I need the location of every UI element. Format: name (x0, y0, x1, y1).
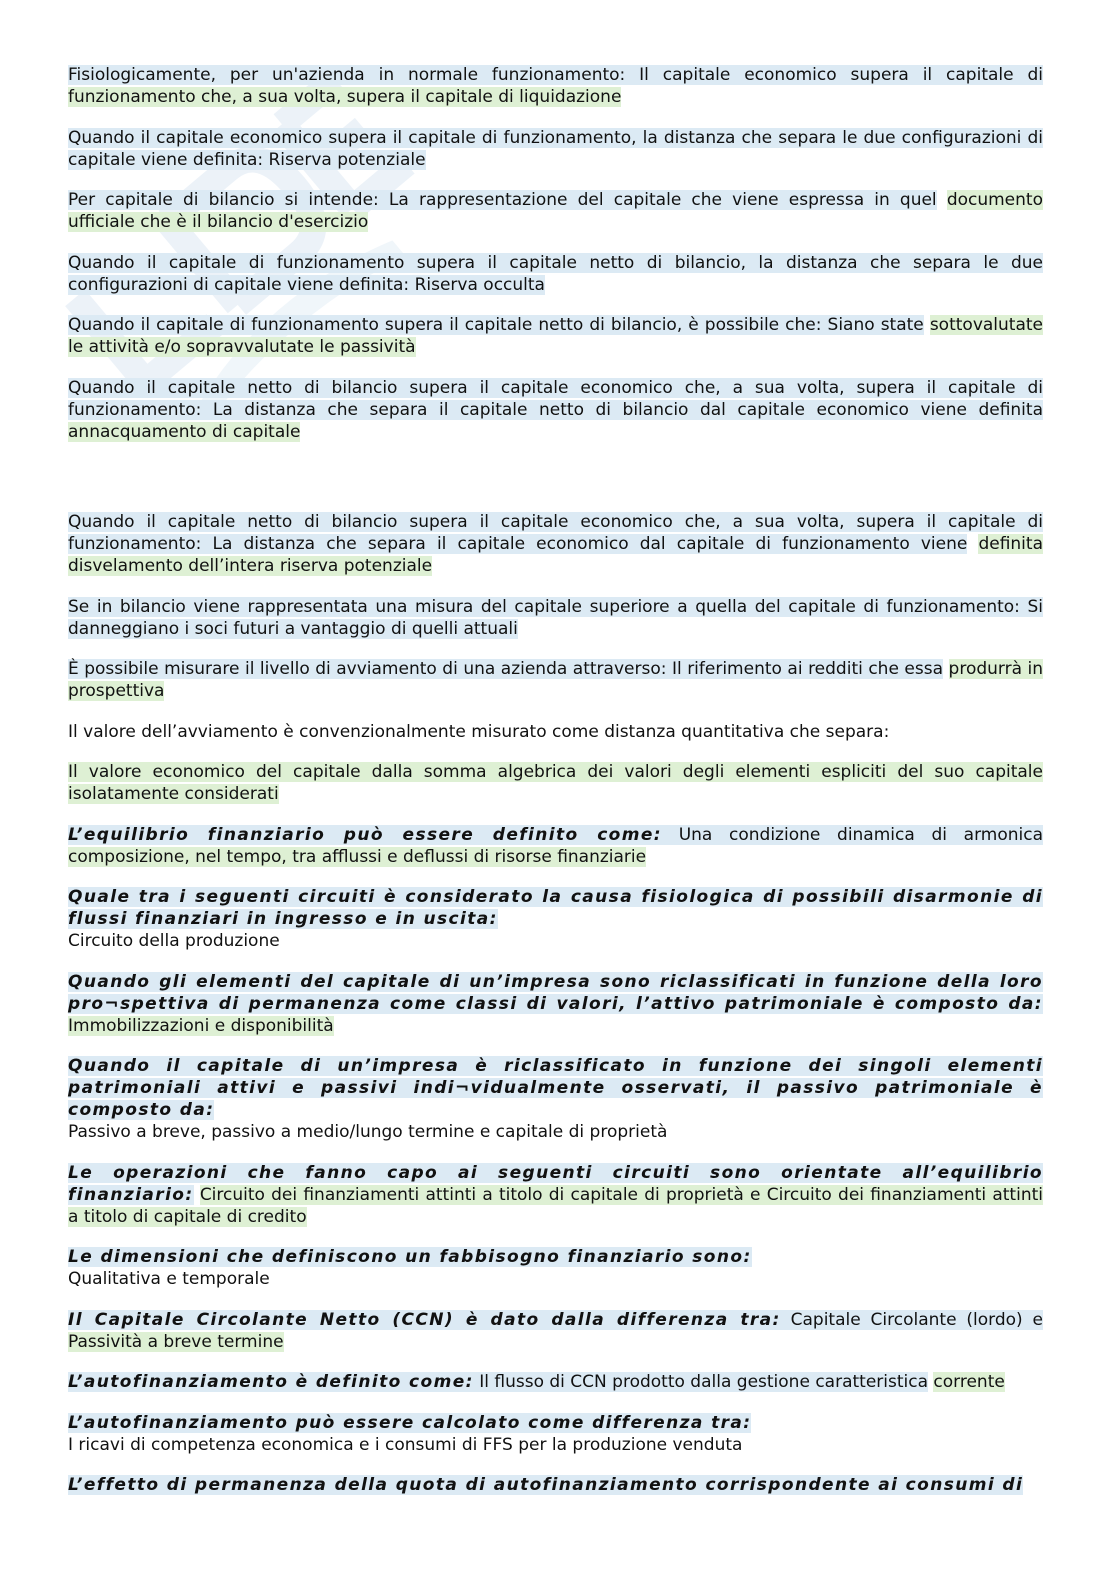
question-text: Quando il capitale netto di bilancio supera il capitale economico che, a sua volta, supera il capitale di funzionamento: La distanza che separa il capitale economico dal capitale di funzionamento viene (68, 512, 1043, 554)
question-italic: Quando gli elementi del capitale di un’impresa sono riclassificati in funzione della loro pro¬spettiva di permanenza come classi di valori, l’attivo patrimoniale è composto da: (68, 971, 1043, 1014)
paragraph-21 (68, 1474, 1043, 1496)
question-italic: Quando il capitale di un’impresa è riclassificato in funzione dei singoli elementi patrimoniali attivi e passivi indi¬vidualmente osservati, il passivo patrimoniale è composto da: (68, 1056, 1043, 1120)
paragraph-12 (68, 824, 1043, 868)
question-text: Una condizione dinamica di armonica (662, 824, 1043, 845)
blank-gap (68, 461, 1043, 511)
question-text: È possibile misurare il livello di avviamento di una azienda attraverso: Il riferimento ai redditi che essa (68, 659, 944, 679)
question-italic: L’autofinanziamento è definito come: (68, 1372, 474, 1392)
question-text: Per capitale di bilancio si intende: La rappresentazione del capitale che viene espressa in quel (68, 190, 937, 210)
answer-text: Il valore economico del capitale dalla somma algebrica dei valori degli elementi espliciti del suo capitale isolatamente considerati (68, 762, 1043, 804)
question-text: Se in bilancio viene rappresentata una misura del capitale superiore a quella del capitale di funzionamento: Si danneggiano i soci futuri a vantaggio di quelli attuali (68, 596, 1043, 639)
question-italic: L’autofinanziamento può essere calcolato come differenza tra: (68, 1412, 752, 1433)
paragraph-6 (68, 377, 1043, 443)
answer-text: Immobilizzazioni e disponibilità (68, 1015, 334, 1036)
answer-text: Passività a breve termine (68, 1331, 284, 1352)
plain-text: Passivo a breve, passivo a medio/lungo termine e capitale di proprietà (68, 1122, 668, 1142)
answer-text: composizione, nel tempo, tra afflussi e deflussi di risorse finanziarie (68, 846, 647, 867)
paragraph-18 (68, 1309, 1043, 1353)
paragraph-15 (68, 1055, 1043, 1143)
question-text: Quando il capitale di funzionamento supera il capitale netto di bilancio, è possibile che: Siano state (68, 315, 924, 335)
plain-text: Il valore dell’avviamento è convenzionalmente misurato come distanza quantitativa che separa: (68, 721, 890, 742)
paragraph-9 (68, 658, 1043, 702)
answer-text: documento ufficiale che è il bilancio d'esercizio (68, 190, 1043, 232)
question-text: Quando il capitale economico supera il capitale di funzionamento, la distanza che separa le due configurazioni di capitale viene definita: Riserva potenziale (68, 127, 1043, 170)
question-italic: L’equilibrio finanziario può essere definito come: (68, 824, 663, 845)
paragraph-10 (68, 721, 1043, 743)
answer-text: produrrà in prospettiva (68, 659, 1044, 701)
paragraph-13 (68, 886, 1043, 952)
question-text: Quando il capitale netto di bilancio supera il capitale economico che, a sua volta, supera il capitale di funzionamento: La distanza che separa il capitale netto di bilancio dal capitale economico viene definita (68, 377, 1043, 420)
paragraph-14 (68, 971, 1043, 1037)
paragraph-5 (68, 314, 1043, 358)
answer-text: Circuito dei finanziamenti attinti a titolo di capitale di proprietà e Circuito dei finanziamenti attinti a titolo di capitale di credito (68, 1184, 1043, 1227)
question-italic: Quale tra i seguenti circuiti è considerato la causa fisiologica di possibili disarmonie di flussi finanziari in ingresso e in uscita: (68, 887, 1043, 929)
paragraph-8 (68, 596, 1043, 640)
answer-text: corrente (933, 1372, 1005, 1392)
question-italic: L’effetto di permanenza della quota di autofinanziamento corrispondente ai consumi di (68, 1475, 1024, 1495)
question-text: Il flusso di CCN prodotto dalla gestione caratteristica (473, 1372, 928, 1392)
paragraph-4 (68, 252, 1043, 296)
paragraph-7 (68, 511, 1043, 577)
question-italic: Le dimensioni che definiscono un fabbisogno finanziario sono: (68, 1247, 752, 1267)
answer-text: definita disvelamento dell’intera riserva potenziale (68, 534, 1043, 576)
paragraph-3 (68, 189, 1043, 233)
paragraph-16 (68, 1162, 1043, 1228)
question-italic: Le operazioni che fanno capo ai seguenti circuiti sono orientate all’equilibrio finanziario: (68, 1162, 1043, 1205)
paragraph-2 (68, 127, 1043, 171)
question-italic: Il Capitale Circolante Netto (CCN) è dato dalla differenza tra: (68, 1309, 781, 1330)
paragraph-17 (68, 1246, 1043, 1290)
plain-text: Qualitativa e temporale (68, 1269, 270, 1289)
answer-text: funzionamento che, a sua volta, supera il capitale di liquidazione (68, 87, 622, 107)
plain-text: Circuito della produzione (68, 931, 280, 951)
paragraph-19 (68, 1371, 1043, 1393)
answer-text: sottovalutate le attività e/o sopravvalutate le passività (68, 315, 1044, 357)
answer-text: annacquamento di capitale (68, 421, 301, 442)
question-text: Capitale Circolante (lordo) e (780, 1309, 1043, 1330)
paragraph-20 (68, 1412, 1043, 1456)
document-page (68, 64, 1043, 1515)
paragraph-1 (68, 64, 1043, 108)
question-text: Quando il capitale di funzionamento supera il capitale netto di bilancio, la distanza che separa le due configurazioni di capitale viene definita: Riserva occulta (68, 252, 1043, 295)
question-text: Fisiologicamente, per un'azienda in normale funzionamento: Il capitale economico supera il capitale di (68, 65, 1043, 85)
paragraph-11 (68, 761, 1043, 805)
plain-text: I ricavi di competenza economica e i consumi di FFS per la produzione venduta (68, 1434, 743, 1455)
